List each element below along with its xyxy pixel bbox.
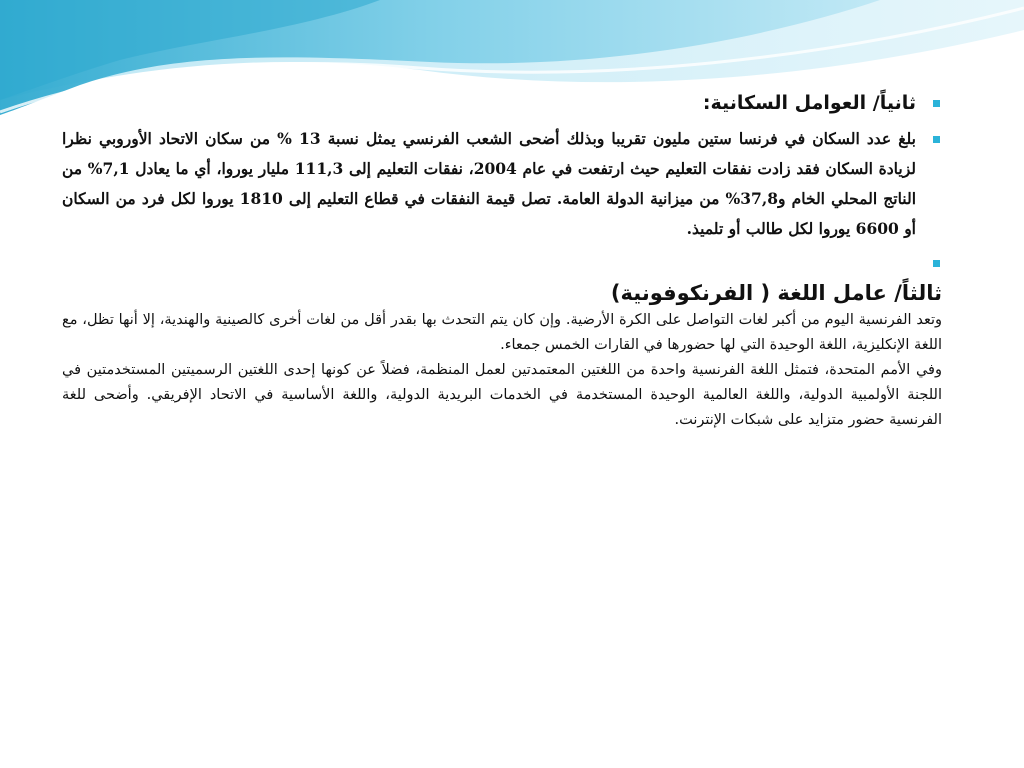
heading-demographic-row [62, 90, 942, 116]
paragraph-language-2: وفي الأمم المتحدة، فتمثل اللغة الفرنسية واحدة من اللغتين المعتمدتين لعمل المنظمة، فضلاً عن كونها إحدى اللغتين الرسميتين المستخدمتين في اللجنة الأولمبية الدولية، واللغة العالمية الوحيدة المستخدمة في الخدمات البريدية الدولية، واللغة الأساسية في الاتحاد الإفريقي. وأضحى للغة الفرنسية حضور متزايد على شبكات الإنترنت. [62, 362, 942, 428]
heading-language: ثالثاً/ عامل اللغة ( الفرنكوفونية) [610, 281, 942, 305]
bullet-square-icon [933, 136, 940, 143]
paragraph-demographic: بلغ عدد السكان في فرنسا ستين مليون تقريبا وبذلك أضحى الشعب الفرنسي يمثل نسبة 13 % من سكان الاتحاد الأوروبي نظرا لزيادة السكان فقد زادت نفقات التعليم حيث ارتفعت في عام 2004، نفقات التعليم إلى 111,3 مليار يوروا، أي ما يعادل 7,1% من الناتج المحلي الخام و37,8% من ميزانية الدولة العامة. تصل قيمة النفقات في قطاع التعليم إلى 1810 يوروا لكل فرد من السكان أو 6600 يوروا لكل طالب أو تلميذ. [62, 129, 916, 238]
paragraph-language-1: وتعد الفرنسية اليوم من أكبر لغات التواصل على الكرة الأرضية. وإن كان يتم التحدث بها بقدر أقل من لغات أخرى كالصينية والهندية، إلا أنها تظل، مع اللغة الإنكليزية، اللغة الوحيدة التي لها حضورها في القارات الخمس جمعاء. [62, 312, 942, 353]
bullet-square-icon [933, 100, 940, 107]
paragraph-demographic-row [62, 124, 942, 244]
empty-bullet-row [62, 248, 942, 276]
heading-demographic: ثانياً/ العوامل السكانية: [702, 92, 916, 114]
slide-content [62, 90, 942, 433]
bullet-square-icon [933, 260, 940, 267]
